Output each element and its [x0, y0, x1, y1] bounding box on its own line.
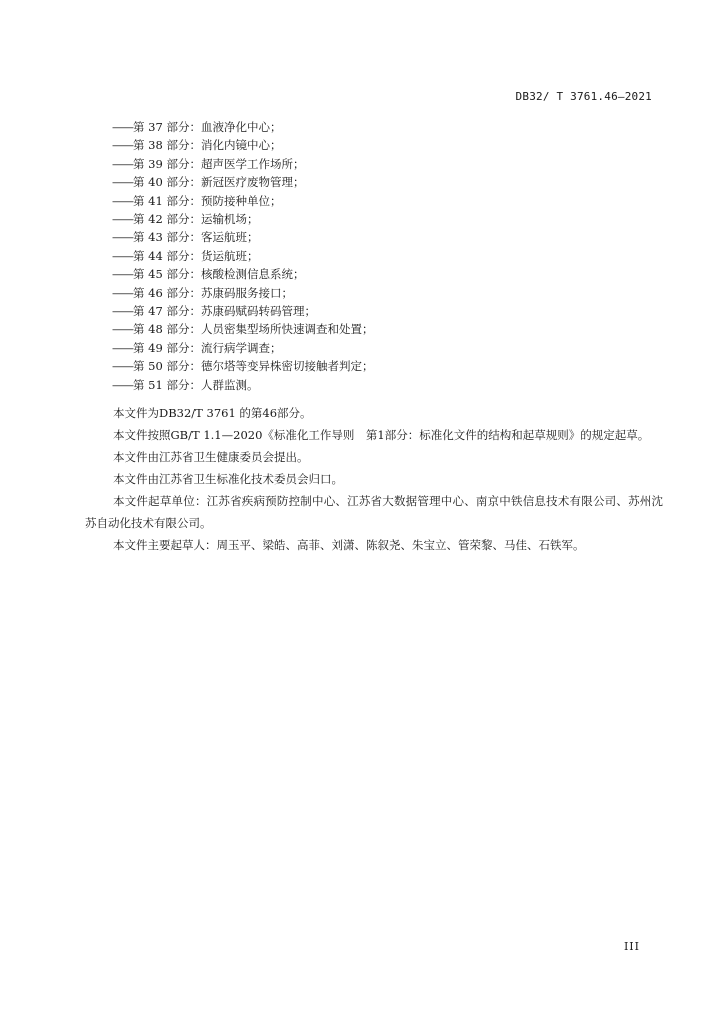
list-item [112, 118, 373, 136]
dash: —— [112, 212, 133, 227]
part-number: 第 40 部分： [133, 175, 201, 190]
paragraph-technical-committee: 本文件由江苏省卫生标准化技术委员会归口。 [113, 472, 343, 486]
list-item [112, 155, 373, 173]
part-title: 人员密集型场所快速调查和处置； [200, 322, 374, 337]
dash: —— [112, 359, 133, 374]
part-number: 第 50 部分： [133, 359, 201, 374]
part-number: 第 51 部分： [133, 377, 201, 392]
list-item [112, 210, 373, 228]
list-item [112, 284, 373, 302]
list-item [112, 320, 373, 338]
list-item [112, 357, 373, 375]
part-number: 第 39 部分： [133, 156, 201, 171]
part-number: 第 38 部分： [133, 138, 201, 153]
standard-code: DB32/ T 3761.46—2021 [515, 90, 652, 103]
page-number: III [623, 940, 640, 953]
paragraph-drafting-units: 本文件起草单位：江苏省疾病预防控制中心、江苏省大数据管理中心、南京中铁信息技术有限公司、苏州沈苏自动化技术有限公司。 [85, 494, 663, 530]
part-number: 第 46 部分： [133, 285, 201, 300]
dash: —— [112, 230, 133, 245]
part-number: 第 47 部分： [133, 304, 201, 319]
part-title: 消化内镜中心； [200, 138, 282, 153]
part-number: 第 43 部分： [133, 230, 201, 245]
list-item [112, 302, 373, 320]
part-number: 第 48 部分： [133, 322, 201, 337]
part-number: 第 41 部分： [133, 193, 201, 208]
part-number: 第 42 部分： [133, 212, 201, 227]
part-title: 人群监测。 [200, 377, 259, 392]
list-item [112, 136, 373, 154]
list-item [112, 376, 373, 394]
part-title: 血液净化中心； [200, 120, 282, 134]
list-item [112, 192, 373, 210]
paragraph-part-statement: 本文件为DB32/T 3761 的第46部分。 [113, 406, 312, 420]
dash: —— [112, 267, 133, 282]
part-title: 德尔塔等变异株密切接触者判定； [200, 359, 374, 374]
dash: —— [112, 304, 133, 319]
part-title: 苏康码赋码转码管理； [200, 304, 316, 319]
dash: —— [112, 285, 133, 300]
part-title: 核酸检测信息系统； [200, 267, 305, 282]
parts-list [112, 118, 373, 394]
part-number: 第 49 部分： [133, 340, 201, 355]
dash: —— [112, 138, 133, 153]
part-title: 运输机场； [200, 212, 259, 227]
dash: —— [112, 120, 133, 134]
paragraph-drafters: 本文件主要起草人：周玉平、梁皓、高菲、刘潇、陈叙尧、朱宝立、管荣黎、马佳、石铁军。 [113, 538, 585, 552]
dash: —— [112, 340, 133, 355]
list-item [112, 173, 373, 191]
part-title: 新冠医疗废物管理； [200, 175, 305, 190]
dash: —— [112, 156, 133, 171]
list-item [112, 265, 373, 283]
list-item [112, 339, 373, 357]
list-item [112, 247, 373, 265]
part-title: 客运航班； [200, 230, 259, 245]
part-title: 货运航班； [200, 248, 259, 263]
part-title: 超声医学工作场所； [200, 156, 305, 171]
part-title: 预防接种单位； [200, 193, 282, 208]
paragraph-drafting-rules: 本文件按照GB/T 1.1—2020《标准化工作导则 第1部分：标准化文件的结构和起草规则》的规定起草。 [113, 428, 650, 442]
dash: —— [112, 377, 133, 392]
dash: —— [112, 248, 133, 263]
dash: —— [112, 175, 133, 190]
part-number: 第 37 部分： [133, 120, 201, 134]
foreword-body [85, 402, 663, 556]
part-title: 流行病学调查； [200, 340, 282, 355]
part-number: 第 45 部分： [133, 267, 201, 282]
part-number: 第 44 部分： [133, 248, 201, 263]
dash: —— [112, 193, 133, 208]
dash: —— [112, 322, 133, 337]
list-item [112, 228, 373, 246]
part-title: 苏康码服务接口； [200, 285, 293, 300]
paragraph-proposer: 本文件由江苏省卫生健康委员会提出。 [113, 450, 309, 464]
